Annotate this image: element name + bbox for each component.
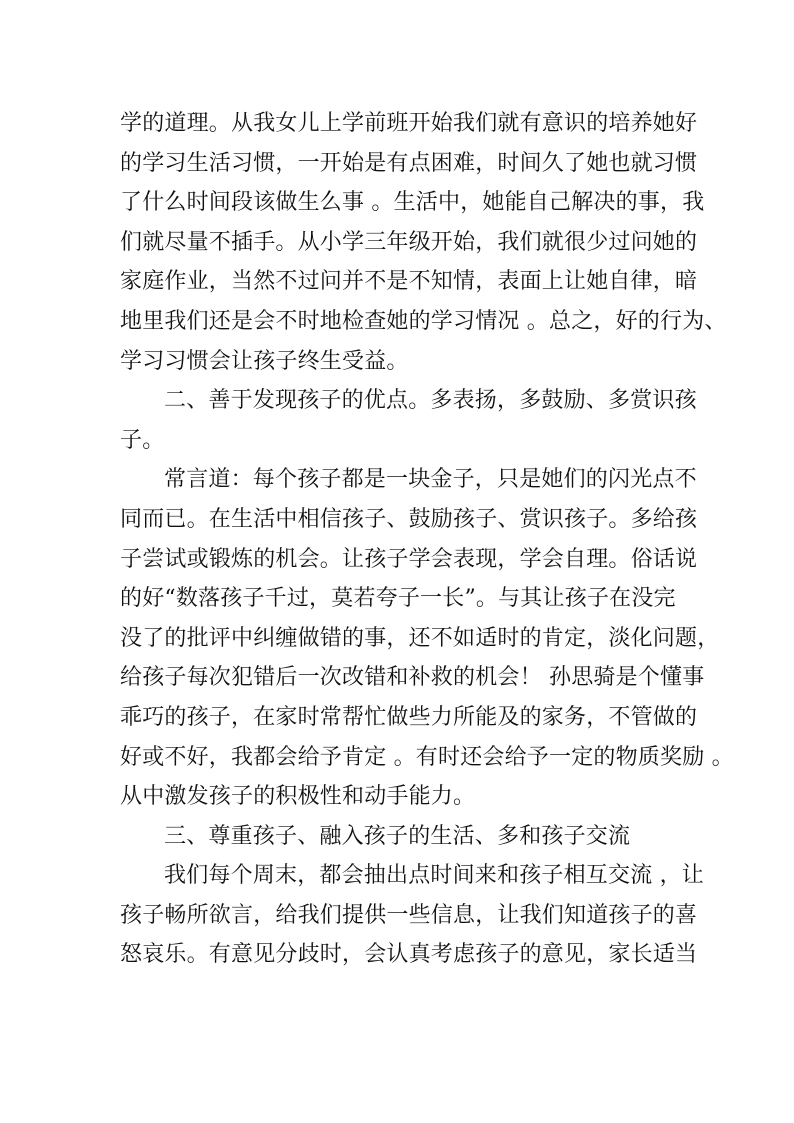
text-line: 同而已。在生活中相信孩子、鼓励孩子、赏识孩子。多给孩 bbox=[120, 506, 698, 532]
text-line: 家庭作业，当然不过问并不是不知情，表面上让她自律，暗 bbox=[120, 269, 698, 295]
text-line: 们就尽量不插手。从小学三年级开始，我们就很少过问她的 bbox=[120, 229, 698, 255]
text-line: 从中激发孩子的积极性和动手能力。 bbox=[120, 784, 476, 810]
text-line: 孩子畅所欲言，给我们提供一些信息，让我们知道孩子的喜 bbox=[120, 902, 698, 928]
text-line: 乖巧的孩子，在家时常帮忙做些力所能及的家务，不管做的 bbox=[120, 704, 698, 730]
text-line: 给孩子每次犯错后一次改错和补救的机会！ 孙思骑是个懂事 bbox=[120, 665, 705, 691]
text-line: 怒哀乐。有意见分歧时，会认真考虑孩子的意见，家长适当 bbox=[120, 942, 698, 968]
paragraph-start: 常言道：每个孩子都是一块金子，只是她们的闪光点不 bbox=[164, 467, 697, 493]
section-heading-3: 三、尊重孩子、融入孩子的生活、多和孩子交流 bbox=[164, 823, 631, 849]
text-line: 子尝试或锻炼的机会。让孩子学会表现，学会自理。俗话说 bbox=[120, 546, 698, 572]
text-line: 的好“数落孩子千过，莫若夸子一长”。与其让孩子在没完 bbox=[120, 586, 676, 612]
text-line: 子。 bbox=[120, 427, 165, 453]
paragraph-start: 我们每个周末，都会抽出点时间来和孩子相互交流 ，让 bbox=[164, 863, 704, 889]
body-text bbox=[120, 104, 734, 975]
section-heading-2: 二、善于发现孩子的优点。多表扬，多鼓励、多赏识孩 bbox=[164, 388, 697, 414]
text-line: 学习习惯会让孩子终生受益。 bbox=[120, 348, 409, 374]
text-line: 的学习生活习惯，一开始是有点困难，时间久了她也就习惯 bbox=[120, 150, 698, 176]
text-line: 学的道理。从我女儿上学前班开始我们就有意识的培养她好 bbox=[120, 111, 698, 136]
text-line: 没了的批评中纠缠做错的事，还不如适时的肯定，淡化问题， bbox=[120, 625, 720, 651]
text-line: 了什么时间段该做生么事 。生活中，她能自己解决的事，我 bbox=[120, 190, 705, 216]
text-line: 好或不好，我都会给予肯定 。有时还会给予一定的物质奖励 。 bbox=[120, 744, 734, 770]
text-line: 地里我们还是会不时地检查她的学习情况 。总之，好的行为、 bbox=[120, 308, 727, 334]
